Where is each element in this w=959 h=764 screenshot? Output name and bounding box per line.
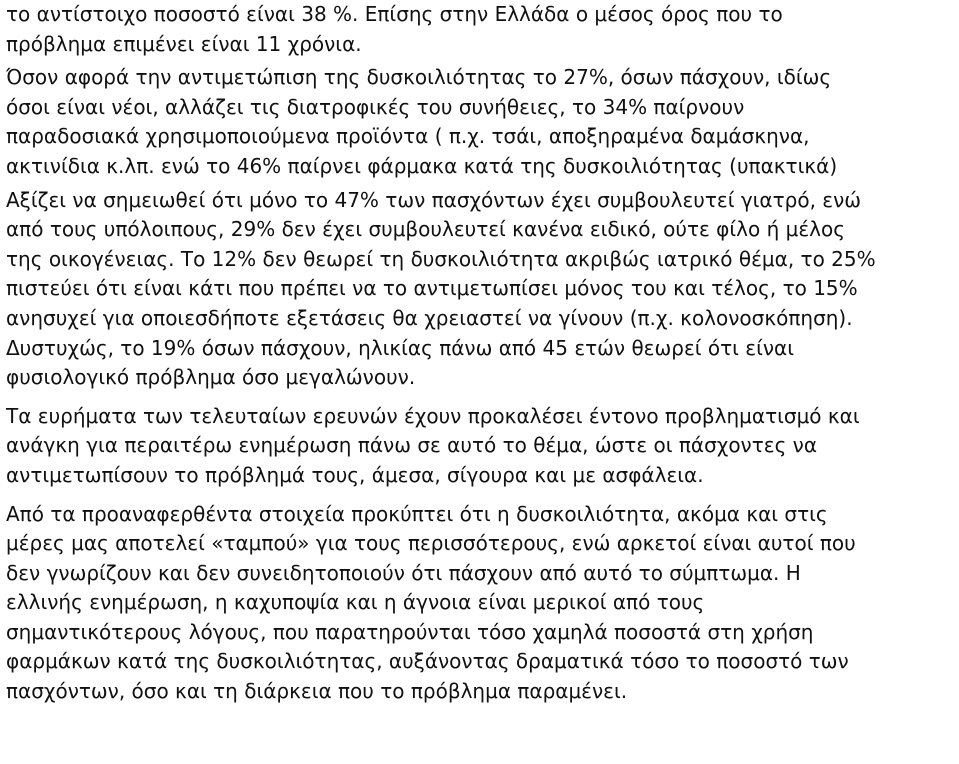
text-line: από τους υπόλοιπους, 29% δεν έχει συμβουλευτεί κανένα ειδικό, ούτε φίλο ή μέλος (6, 217, 845, 242)
text-line: πιστεύει ότι είναι κάτι που πρέπει να το αντιμετωπίσει μόνος του και τέλος, το 15% (6, 276, 858, 301)
text-line: Όσον αφορά την αντιμετώπιση της δυσκοιλιότητας το 27%, όσων πάσχουν, ιδίως (6, 65, 832, 90)
paragraph-1 (6, 0, 954, 59)
text-line: παραδοσιακά χρησιμοποιούμενα προϊόντα ( π.χ. τσάι, αποξηραμένα δαμάσκηνα, (6, 124, 810, 149)
paragraph-4 (6, 402, 954, 491)
paragraph-gap (6, 393, 954, 402)
paragraph-5 (6, 500, 954, 707)
text-line: Από τα προαναφερθέντα στοιχεία προκύπτει ότι η δυσκοιλιότητα, ακόμα και στις (6, 501, 828, 526)
text-line: της οικογένειας. Το 12% δεν θεωρεί τη δυσκοιλιότητα ακριβώς ιατρικό θέμα, το 25% (6, 246, 876, 271)
paragraph-3 (6, 186, 954, 393)
text-line: ελλινής ενημέρωση, η καχυποψία και η άγνοια είναι μερικοί από τους (6, 590, 705, 615)
text-line: ανησυχεί για οποιεσδήποτε εξετάσεις θα χρειαστεί να γίνουν (π.χ. κολονοσκόπηση). (6, 305, 853, 330)
text-line: Δυστυχώς, το 19% όσων πάσχουν, ηλικίας πάνω από 45 ετών θεωρεί ότι είναι (6, 335, 794, 360)
text-line: όσοι είναι νέοι, αλλάζει τις διατροφικές του συνήθειες, το 34% παίρνουν (6, 94, 745, 119)
text-line: ανάγκη για περαιτέρω ενημέρωση πάνω σε αυτό το θέμα, ώστε οι πάσχοντες να (6, 433, 818, 458)
text-line: δεν γνωρίζουν και δεν συνειδητοποιούν ότι πάσχουν από αυτό το σύμπτωμα. Η (6, 560, 801, 585)
text-line: αντιμετωπίσουν το πρόβλημά τους, άμεσα, σίγουρα και με ασφάλεια. (6, 462, 704, 487)
text-line: φυσιολογικό πρόβλημα όσο μεγαλώνουν. (6, 365, 416, 390)
text-line: ακτινίδια κ.λπ. ενώ το 46% παίρνει φάρμακα κατά της δυσκοιλιότητας (υπακτικά) (6, 153, 838, 178)
text-line: Τα ευρήματα των τελευταίων ερευνών έχουν προκαλέσει έντονο προβληματισμό και (6, 403, 860, 428)
document-body (6, 0, 954, 707)
paragraph-gap (6, 491, 954, 500)
text-line: πρόβλημα επιμένει είναι 11 χρόνια. (6, 31, 362, 56)
text-line: το αντίστοιχο ποσοστό είναι 38 %. Επίσης στην Ελλάδα ο μέσος όρος που το (6, 2, 783, 26)
text-line: μέρες μας αποτελεί «ταμπού» για τους περισσότερους, ενώ αρκετοί είναι αυτοί που (6, 531, 856, 556)
text-line: φαρμάκων κατά της δυσκοιλιότητας, αυξάνοντας δραματικά τόσο το ποσοστό των (6, 649, 849, 674)
text-line: πασχόντων, όσο και τη διάρκεια που το πρόβλημα παραμένει. (6, 679, 628, 704)
text-line: Αξίζει να σημειωθεί ότι μόνο το 47% των πασχόντων έχει συμβουλευτεί γιατρό, ενώ (6, 187, 862, 212)
text-line: σημαντικότερους λόγους, που παρατηρούνται τόσο χαμηλά ποσοστά στη χρήση (6, 619, 814, 644)
paragraph-2 (6, 63, 954, 181)
